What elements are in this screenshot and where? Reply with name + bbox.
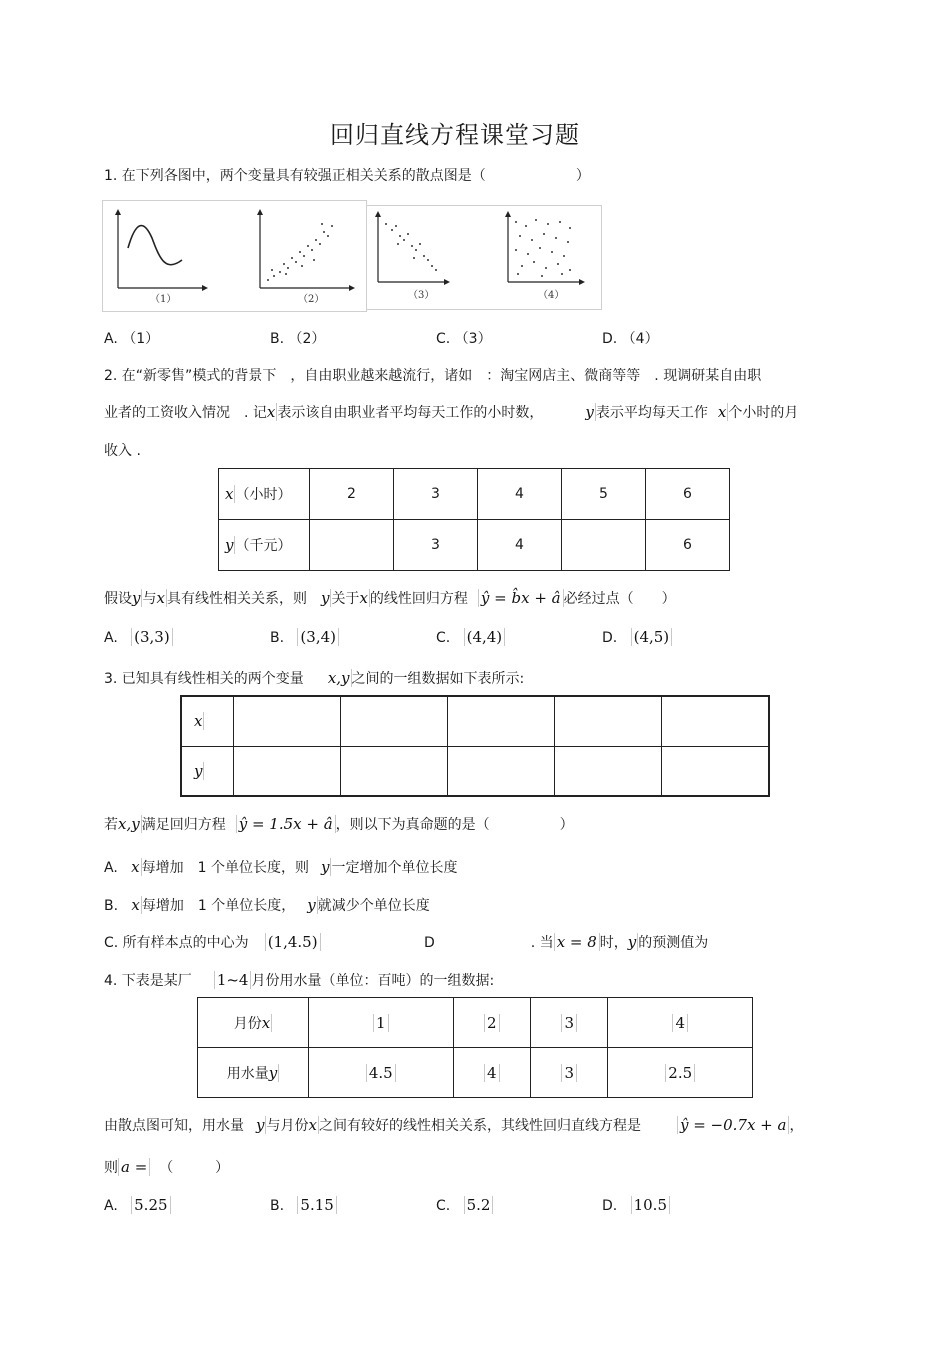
table-row <box>219 469 730 520</box>
table-cell: 2 <box>453 998 530 1048</box>
table-cell <box>661 746 769 796</box>
q1-option-d[interactable]: D. （4） <box>602 331 659 347</box>
q1-option-b[interactable]: B. （2） <box>270 331 326 347</box>
table-row <box>198 998 753 1048</box>
table-cell: 6 <box>646 520 730 571</box>
q3-option-c[interactable]: C. 所有样本点的中心为 (1,4.5) <box>104 932 321 952</box>
var-x: x <box>266 403 276 421</box>
caption-2: （2） <box>298 294 325 305</box>
q4-data-table <box>197 997 753 1098</box>
table-cell <box>562 520 646 571</box>
table-cell: 5 <box>562 469 646 520</box>
row-header-month: 月份x <box>198 998 309 1048</box>
q2-option-c[interactable]: C. (4,4) <box>436 628 505 646</box>
q3-data-table <box>180 695 770 797</box>
q4-option-a[interactable]: A. 5.25 <box>104 1196 171 1214</box>
caption-3: （3） <box>408 290 435 301</box>
q1-close: ） <box>575 168 590 184</box>
table-cell: 3 <box>394 469 478 520</box>
month-range: 1~4 <box>214 971 252 989</box>
q3-option-a[interactable]: A. x 每增加 1 个单位长度，则 y 一定增加个单位长度 <box>104 858 458 876</box>
var-x: x <box>717 403 727 421</box>
q2-line-1: 2. 在“新零售”模式的背景下 ，自由职业越来越流行，诸如 ：淘宝网店主、微商等等 . 现调研某自由职 <box>104 368 762 384</box>
q2-line-2a: 业者的工资收入情况 . 记 <box>104 405 267 421</box>
table-cell: 4.5 <box>309 1048 454 1098</box>
q1-scatter-figures <box>102 200 602 312</box>
table-cell: 3 <box>530 1048 607 1098</box>
table-cell: 4 <box>453 1048 530 1098</box>
q1-option-a[interactable]: A. （1） <box>104 331 160 347</box>
table-cell <box>233 746 340 796</box>
regression-equation: ŷ = 1.5x + â <box>236 815 336 833</box>
table-cell <box>310 520 394 571</box>
q3-option-d[interactable]: D . 当 x = 8 时，y 的预测值为 <box>424 933 709 951</box>
q2-option-d[interactable]: D. (4,5) <box>602 628 672 646</box>
caption-1: （1） <box>150 294 177 305</box>
q2-line-3: 收入 . <box>104 443 141 459</box>
regression-equation: ŷ = −0.7x + a <box>677 1116 790 1134</box>
row-header-x: x <box>181 696 233 746</box>
table-cell <box>233 696 340 746</box>
plot-3-negative <box>375 211 450 301</box>
table-cell <box>340 696 447 746</box>
row-header-y: y （千元） <box>219 520 310 571</box>
q1-stem <box>104 165 590 185</box>
q4-stem: 4. 下表是某厂 1~4 月份用水量（单位：百吨）的一组数据: <box>104 971 495 989</box>
q2-line-2c: 表示平均每天工作 <box>595 405 708 421</box>
q4-option-d[interactable]: D. 10.5 <box>602 1196 670 1214</box>
table-cell: 4 <box>478 520 562 571</box>
table-cell: 4 <box>478 469 562 520</box>
q2-option-a[interactable]: A. (3,3) <box>104 628 173 646</box>
table-row <box>181 696 769 746</box>
plot-4-no-correlation <box>505 211 585 301</box>
table-cell <box>447 696 554 746</box>
row-header-water: 用水量y <box>198 1048 309 1098</box>
q2-line-2d: 个小时的月 <box>728 405 799 421</box>
q4-option-c[interactable]: C. 5.2 <box>436 1196 493 1214</box>
table-cell: 1 <box>309 998 454 1048</box>
table-cell <box>661 696 769 746</box>
regression-equation: ŷ = b̂x + â <box>478 589 564 607</box>
table-row <box>181 746 769 796</box>
q2-line-2b: 表示该自由职业者平均每天工作的小时数， <box>277 405 544 421</box>
q2-option-b[interactable]: B. (3,4) <box>270 628 339 646</box>
page-title: 回归直线方程课堂习题 <box>330 121 580 149</box>
table-cell <box>340 746 447 796</box>
q1-text: 1. 在下列各图中，两个变量具有较强正相关关系的散点图是（ <box>104 168 486 184</box>
q3-option-b[interactable]: B. x 每增加 1 个单位长度， y 就减少个单位长度 <box>104 896 430 914</box>
q2-question: 假设y 与x 具有线性相关关系，则 y 关于x 的线性回归方程 ŷ = b̂x + â 必经过点（ ） <box>104 589 676 607</box>
table-cell: 4 <box>608 998 753 1048</box>
q4-then: 则 a = （ ） <box>104 1158 230 1176</box>
plot-2-positive <box>257 209 355 305</box>
q4-option-b[interactable]: B. 5.15 <box>270 1196 337 1214</box>
plot-1-curve <box>115 209 208 305</box>
table-cell: 3 <box>530 998 607 1048</box>
table-cell: 3 <box>394 520 478 571</box>
table-cell <box>447 746 554 796</box>
table-cell <box>554 696 661 746</box>
vars-xy: x,y <box>327 669 350 687</box>
table-cell <box>554 746 661 796</box>
table-cell: 6 <box>646 469 730 520</box>
q2-line-2 <box>104 402 798 422</box>
table-row <box>219 520 730 571</box>
table-cell: 2.5 <box>608 1048 753 1098</box>
q1-option-c[interactable]: C. （3） <box>436 331 492 347</box>
q4-text: 由散点图可知，用水量 y 与月份x 之间有较好的线性相关关系，其线性回归直线方程是 ŷ = −0.7x + a ， <box>104 1116 804 1134</box>
row-header-x: x （小时） <box>219 469 310 520</box>
row-header-y: y <box>181 746 233 796</box>
q3-stem: 3. 已知具有线性相关的两个变量 x,y 之间的一组数据如下表所示: <box>104 669 525 687</box>
caption-4: （4） <box>538 290 565 301</box>
table-cell: 2 <box>310 469 394 520</box>
var-y: y <box>585 403 594 421</box>
q2-data-table <box>218 468 730 571</box>
table-row <box>198 1048 753 1098</box>
q3-condition: 若x,y 满足回归方程 ŷ = 1.5x + â ，则以下为真命题的是（ ） <box>104 815 574 833</box>
